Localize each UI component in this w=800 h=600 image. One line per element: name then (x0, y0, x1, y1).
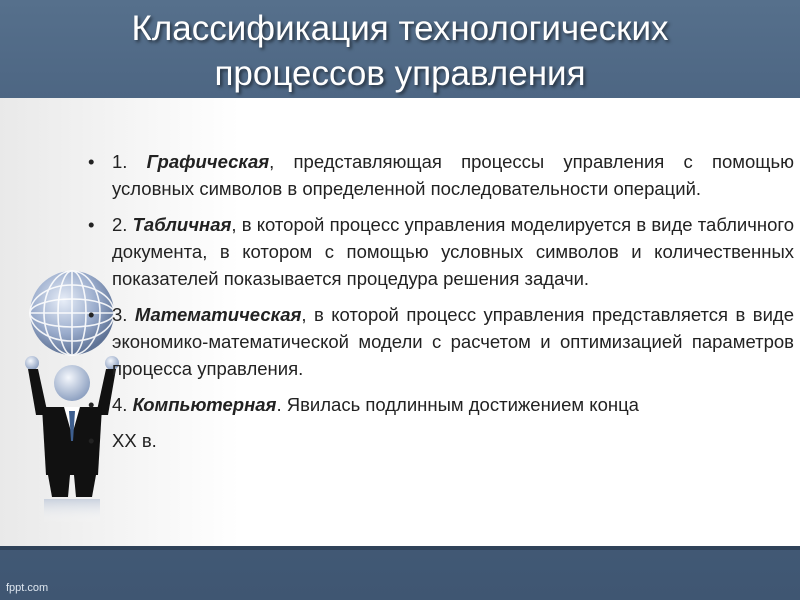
item-number: 2. (112, 214, 128, 235)
item-number: 3. (112, 304, 128, 325)
list-item-graphic (88, 148, 794, 202)
bullet: • (88, 214, 95, 235)
item-description: . Явилась подлинным достижением конца (276, 394, 639, 415)
title-line-2: процессов управления (214, 54, 586, 93)
item-term: Компьютерная (132, 394, 277, 415)
list-item-text (112, 391, 794, 418)
list-item-text (112, 301, 794, 382)
item-description: , в которой процесс управления моделируется в виде табличного документа, в котором с помощью условных символов и количественных показателей показывается процедура решения задачи. (112, 214, 794, 289)
list-item-text (112, 148, 794, 202)
item-term: Табличная (132, 214, 232, 235)
list-item-text (112, 211, 794, 292)
slide-header (0, 0, 800, 98)
item-number: 1. (112, 151, 128, 172)
list-item-tabular (88, 211, 794, 292)
bullet: • (88, 430, 95, 451)
footer-watermark: fppt.com (6, 582, 49, 594)
list-item-text (112, 427, 794, 454)
item-description: XX в. (112, 430, 157, 451)
item-description: , представляющая процессы управления с помощью условных символов в определенной последовательности операций. (112, 151, 794, 199)
bullet: • (88, 394, 95, 415)
bullet: • (88, 151, 95, 172)
classification-list (88, 148, 794, 463)
list-item-computer (88, 391, 794, 418)
slide-title (0, 6, 800, 96)
title-line-1: Классификация технологических (131, 9, 669, 48)
item-description: , в которой процесс управления представляется в виде экономико-математической модели с расчетом и оптимизацией параметров процесса управления. (112, 304, 794, 379)
list-item-continuation (88, 427, 794, 454)
bullet: • (88, 304, 95, 325)
list-item-mathematical (88, 301, 794, 382)
item-number: 4. (112, 394, 128, 415)
item-term: Графическая (146, 151, 270, 172)
item-term: Математическая (134, 304, 302, 325)
